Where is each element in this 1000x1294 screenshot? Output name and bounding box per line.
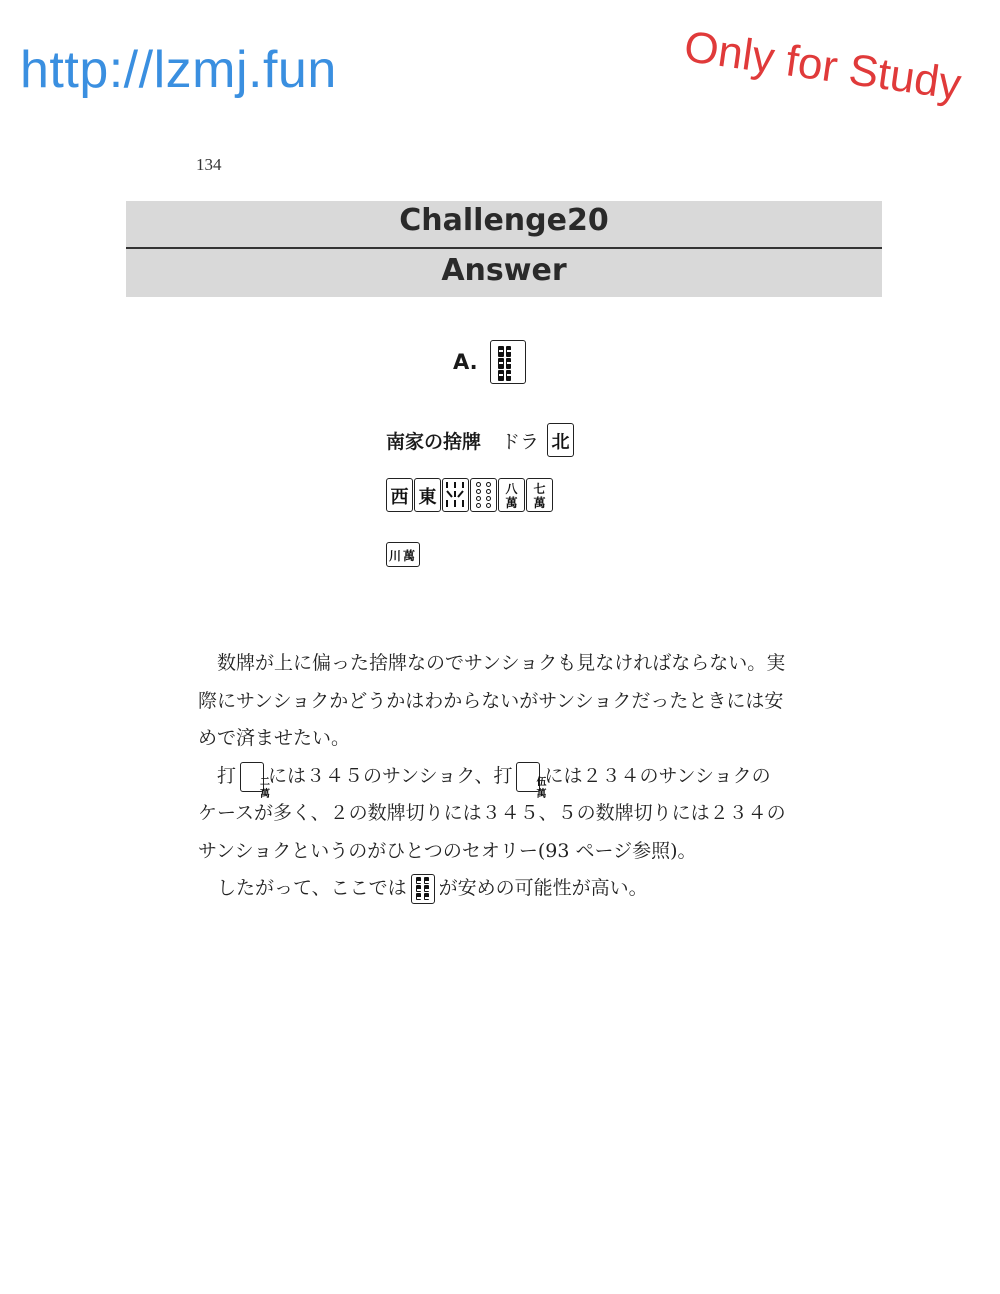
discards-label: 南家の捨牌	[386, 430, 482, 453]
nine-sou-tile-icon	[442, 478, 469, 512]
paragraph-3: したがって、ここでは が安めの可能性が高い。	[198, 870, 788, 908]
seven-man-tile-icon: 七 萬	[526, 478, 553, 512]
dora-label: ドラ	[501, 430, 540, 453]
sideways-man-tile-icon: 川 萬	[386, 542, 420, 567]
discard-row-1	[386, 478, 553, 512]
page-title: Challenge20	[399, 203, 609, 238]
eight-pin-tile-icon	[470, 478, 497, 512]
watermark-notice: Only for Study	[681, 22, 965, 110]
page-number: 134	[196, 155, 222, 174]
west-wind-tile-icon: 西	[386, 478, 413, 512]
five-man-tile-icon: 伍 萬	[516, 762, 540, 792]
title-banner	[126, 201, 882, 297]
answer-label: A.	[453, 350, 478, 374]
eight-man-tile-icon: 八 萬	[498, 478, 525, 512]
east-wind-tile-icon: 東	[414, 478, 441, 512]
six-sou-inline-tile-icon	[411, 874, 435, 904]
explanation-text	[198, 645, 788, 908]
page-subtitle: Answer	[441, 253, 567, 288]
discard-row-2	[386, 542, 420, 567]
answer	[453, 340, 526, 384]
two-man-tile-icon: 二 萬	[240, 762, 264, 792]
north-wind-tile-icon: 北	[547, 423, 574, 457]
paragraph-1: 数牌が上に偏った捨牌なのでサンショクも見なければならない。実際にサンショクかどうかはわからないがサンショクだったときには安めで済ませたい。	[198, 652, 786, 749]
paragraph-2: 打 二 萬 には３４５のサンショク、打 伍 萬 には２３４のサンショクのケースが多く、２の数牌切りには３４５、５の数牌切りには２３４のサンショクというのがひとつのセオリー(93 ページ参照)。	[198, 758, 788, 871]
six-sou-tile-icon	[490, 340, 526, 384]
watermark-url: http://lzmj.fun	[20, 41, 337, 99]
banner-divider	[126, 247, 882, 249]
south-discards	[386, 423, 574, 563]
